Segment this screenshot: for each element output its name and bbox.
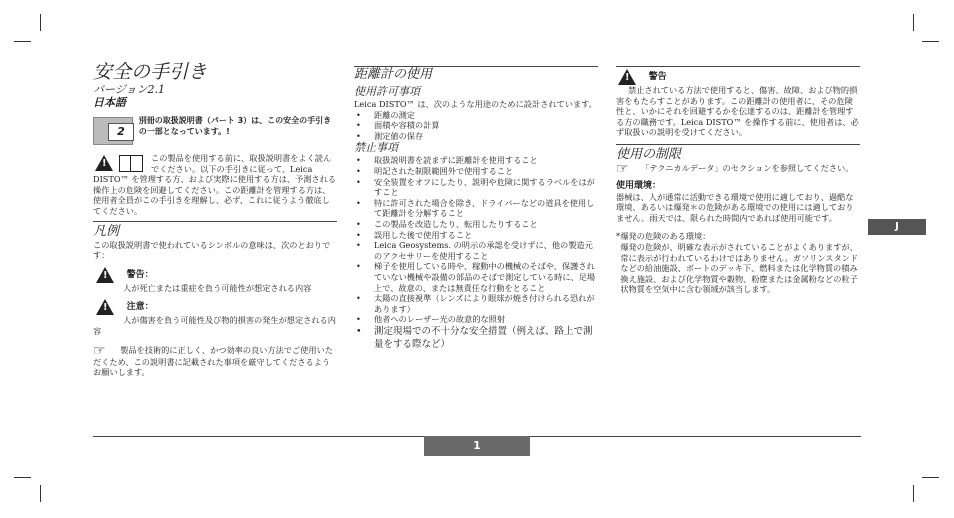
limits-heading: 使用の制限 xyxy=(616,146,682,162)
warning-text: 禁止されている方法で使用すると、傷害、故障、および物的損害をもたらすことがあります。この距離計の使用者に、その危険性と、いかにそれを回避するかを伝達するのは、距離計を管理する方の職務です。Leica DISTO™ を操作する前に、使用者は、必ず取扱いの説明を受けてください。 xyxy=(616,85,859,138)
list-item: • 明記された制限範囲外で使用すること xyxy=(354,166,598,177)
prohibited-heading: 禁止事項 xyxy=(354,141,398,155)
column-middle xyxy=(354,62,598,351)
crop-mark xyxy=(14,477,31,478)
warning-label: 警告： xyxy=(126,269,154,280)
intro-text: この製品を使用する前に、取扱説明書をよく読んでください。以下の手引きに従って、Leica DISTO™ を管理する方、および実際に使用する方は、予測される操作上の危険を回避してください。この距離計を管理する方は、使用者全員がこの手引きを理解し、必ず、これに従うよう徹底してください。 xyxy=(93,153,337,216)
list-item: • 他者へのレーザー光の故意的な照射 xyxy=(354,314,598,325)
book-icon xyxy=(119,155,143,172)
list-item: • 測定現場での不十分な安全措置（例えば、路上で測量をする際など） xyxy=(354,325,598,351)
footnote xyxy=(616,231,860,295)
page-title: 安全の手引き xyxy=(93,61,208,83)
warning-label: 警告 xyxy=(648,72,667,82)
list-item: • 面積や容積の計算 xyxy=(354,120,598,131)
caution-icon xyxy=(96,299,114,315)
manual-part-badge xyxy=(93,117,133,145)
usage-heading: 距離計の使用 xyxy=(354,67,433,82)
divider xyxy=(616,66,860,67)
crop-mark xyxy=(913,14,914,31)
crop-mark xyxy=(913,485,914,502)
divider xyxy=(93,221,337,222)
language-label: 日本語 xyxy=(93,96,126,109)
list-item: • この製品を改造したり、転用したりすること xyxy=(354,219,598,230)
limits-ref xyxy=(616,160,860,177)
tip-legend xyxy=(93,342,337,378)
crop-mark xyxy=(922,477,939,478)
warning-icon xyxy=(96,267,114,283)
caution-legend xyxy=(93,299,337,336)
warning-text: 人が死亡または重症を負う可能性が想定される内容 xyxy=(123,282,312,293)
warning-block xyxy=(616,69,860,138)
footnote-text: 爆発の危険が、明確な表示がされていることがよくありますが、常に表示が行われているわけではありません。ガソリンスタンドなどの給油施設、ボートのデッキ下、燃料または化学物質の積み換え施設、および化学物質や穀物、粉塵または金属粉などの粒子状物質を空気中に含む領域が該当します。 xyxy=(620,241,859,295)
crop-mark xyxy=(14,41,31,42)
list-item: • 特に許可された場合を除き、ドライバーなどの道具を使用して距離計を分解すること xyxy=(354,198,598,219)
pointing-hand-icon: ☞ xyxy=(616,160,629,177)
warning-legend xyxy=(93,267,337,294)
tip-text: 製品を技術的に正しく、かつ効率の良い方法でご使用いただくため、この説明書に記載された事項を厳守してくださるようお願いします。 xyxy=(93,344,333,378)
list-item: • 誤用した後で使用すること xyxy=(354,230,598,241)
note-box xyxy=(93,115,337,145)
language-tab: J xyxy=(868,219,926,235)
column-left xyxy=(93,62,337,378)
permitted-list xyxy=(354,110,598,142)
warning-icon xyxy=(95,155,113,171)
list-item: • Leica Geosystems. の明示の承認を受けずに、他の製造元のアクセサリーを使用すること xyxy=(354,240,598,261)
examples-heading: 凡例 xyxy=(93,223,120,239)
list-item: • 測定値の保存 xyxy=(354,131,598,142)
environment-text: 器械は、人が通常に活動できる環境で使用に適しており、過酷な環境、あるいは爆発＊の危険がある環境での使用には適しておりません。雨天では、限られた時間内であれば使用可能です。 xyxy=(616,191,854,223)
note-box-text: 別冊の取扱説明書（パート 3）は、この安全の手引きの一部となっています。! xyxy=(138,116,332,136)
pointing-hand-icon: ☞ xyxy=(93,342,106,359)
environment-heading: 使用環境： xyxy=(616,180,662,191)
footnote-mark: * xyxy=(616,231,621,242)
page-number: 1 xyxy=(424,436,530,456)
intro-block xyxy=(93,153,337,217)
list-item: • 安全装置をオフにしたり、説明や危険に関するラベルをはがすこと xyxy=(354,177,598,198)
permitted-intro: Leica DISTO™ は、次のような用途のために設計されています。 xyxy=(354,99,597,109)
footnote-title: 爆発の危険のある環境： xyxy=(620,231,711,242)
crop-mark xyxy=(40,14,41,31)
crop-mark xyxy=(40,485,41,502)
caution-text: 人が傷害を負う可能性及び物的損害の発生が想定される内容 xyxy=(93,315,336,336)
prohibited-list xyxy=(354,155,598,351)
version-label: バージョン2.1 xyxy=(93,83,166,96)
warning-icon xyxy=(618,69,636,85)
list-item: • 太陽の直接視準（レンズにより眼球が焼き付けられる恐れがあります） xyxy=(354,293,598,314)
crop-mark xyxy=(922,41,939,42)
examples-intro: この取扱説明書で使われているシンボルの意味は、次のとおりです： xyxy=(93,239,331,261)
manual-part-number: 2 xyxy=(108,123,134,141)
divider xyxy=(616,144,860,145)
limits-ref-text: 「テクニカルデータ」のセクションを参照してください。 xyxy=(641,162,854,173)
list-item: • 距離の測定 xyxy=(354,110,598,121)
permitted-heading: 使用許可事項 xyxy=(354,85,420,98)
column-right xyxy=(616,62,860,295)
caution-label: 注意： xyxy=(126,302,154,313)
list-item: • 梯子を使用している時や、稼動中の機械のそばや、保護されていない機械や設備の部品のそばで測定している時に、足場上で、故意の、または無責任な行動をとること xyxy=(354,261,598,293)
list-item: • 取扱説明書を読まずに距離計を使用すること xyxy=(354,155,598,166)
